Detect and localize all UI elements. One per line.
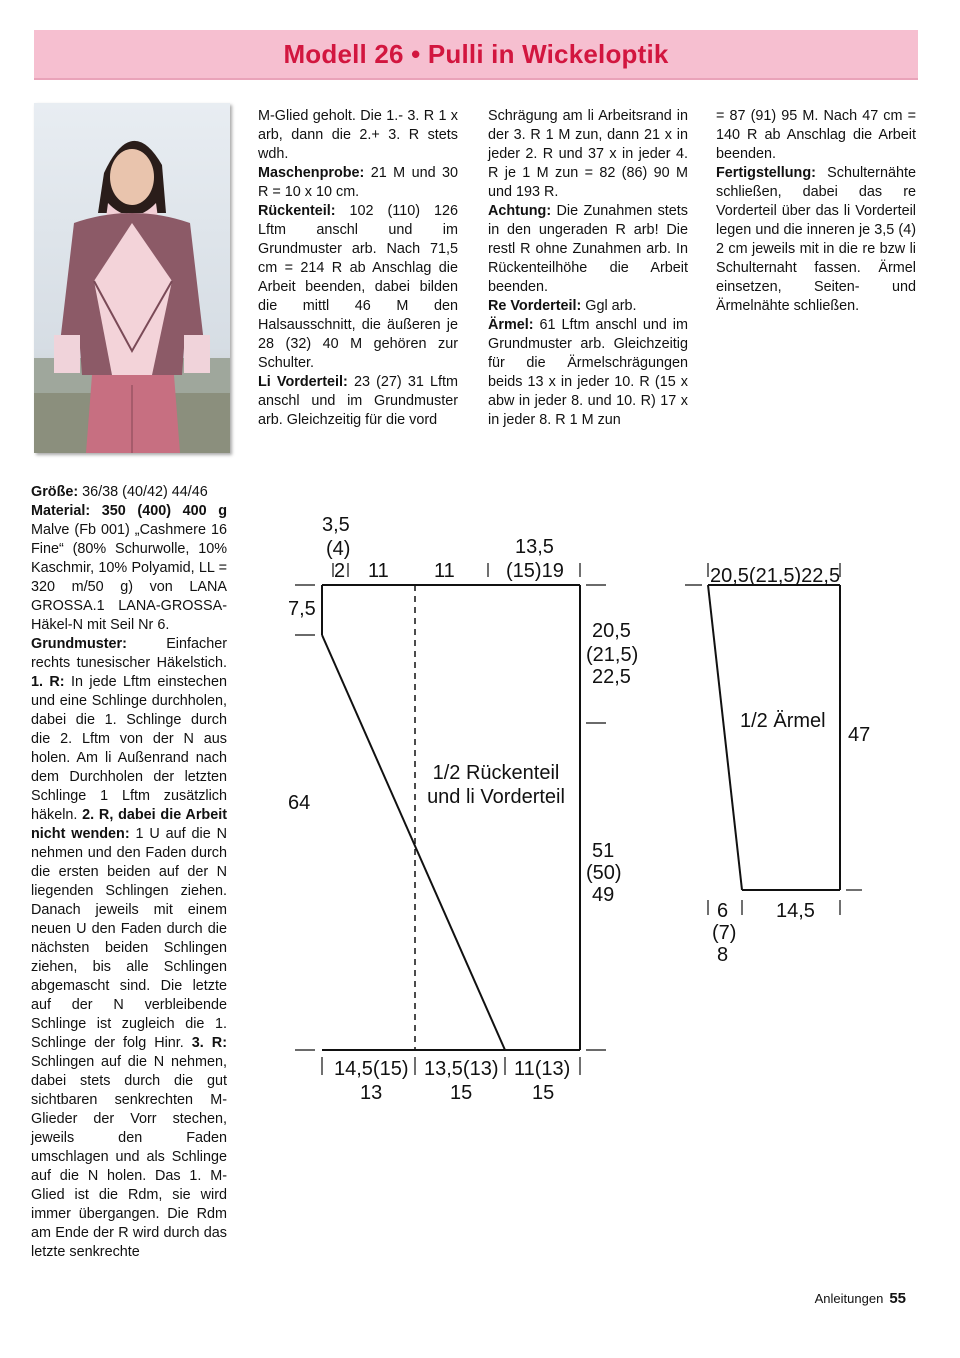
term-label: Maschenprobe: — [258, 165, 365, 181]
m-armhole-1: 20,5 — [592, 620, 631, 642]
term-label: Fertigstellung: — [716, 165, 816, 181]
s-top: 20,5(21,5)22,5 — [710, 565, 841, 587]
instruction-text: Die Zunahmen stets in den ungeraden R arb! Die restl R ohne Zunahmen arb. In Rückenteilhöhe die Arbeit beenden. — [488, 203, 688, 295]
s-height: 47 — [848, 724, 871, 746]
term-label: Größe: — [31, 484, 79, 500]
instruction-text: Schrägung am li Arbeitsrand in der 3. R 1 M zun, dann 21 x in jeder 2. R und 37 x in jeder 4. R je 1 M zun = 82 (86) 90 M und 193 R. — [488, 108, 688, 200]
m-top-right-1: 13,5 — [515, 536, 554, 558]
instruction-text: 102 (110) 126 Lftm anschl und im Grundmuster arb. Nach 71,5 cm = 214 R ab Anschlag die Arbeit beenden, dabei bilden die mittl 46 M den Halsausschnitt, die äußeren je 28 (32) 40 M gehören zur Schulter. — [258, 203, 458, 371]
paragraph — [488, 107, 688, 202]
s-bottom-width: 14,5 — [776, 900, 815, 922]
m-armhole-2: (21,5) — [586, 644, 639, 666]
term-label: Li Vorderteil: — [258, 374, 348, 390]
paragraph — [488, 316, 688, 430]
instruction-text: 1 U auf die N nehmen und den Faden durch die ersten beiden auf der N liegenden Schlingen ziehen. Danach jeweils mit einem neuen U den Faden durch die nächsten beiden Schlingen ziehen, bis alle Schlingen abgemascht sind. Die letzte auf der N verbleibende Schlinge ist zugleich die 1. Schlinge der folg Hinr. — [31, 826, 227, 1051]
m-top-left-1: 3,5 — [322, 514, 350, 536]
m-side-2: (50) — [586, 862, 622, 884]
instruction-text: = 87 (91) 95 M. Nach 47 cm = 140 R ab Anschlag die Arbeit beenden. — [716, 108, 916, 162]
paragraph — [31, 502, 227, 635]
paragraph — [716, 107, 916, 164]
body-label-2: und li Vorderteil — [427, 786, 565, 808]
title-banner — [34, 30, 918, 80]
term-label: Re Vorderteil: — [488, 298, 582, 314]
term-label: Rückenteil: — [258, 203, 336, 219]
instruction-text: 61 Lftm anschl und im Grundmuster arb. Gleichzeitig für die Ärmelschrägungen beids 13 x in jeder 10. R (15 x abw in jeder 8. und 10. R) 17 x in jeder 8. R 1 M zun — [488, 317, 688, 428]
instruction-text: 21 M und 30 R = 10 x 10 cm. — [258, 165, 458, 200]
term-label: Grundmuster: — [31, 636, 127, 652]
instruction-text: 36/38 (40/42) 44/46 — [78, 484, 208, 500]
m-bottom-3b: 15 — [532, 1082, 555, 1104]
s-bottom-1: 6 — [717, 900, 729, 922]
model-photo — [34, 103, 230, 453]
term-label: Material: 350 (400) 400 g — [31, 503, 227, 519]
paragraph — [258, 202, 458, 373]
instruction-text: Malve (Fb 001) „Cashmere 16 Fine“ (80% Schurwolle, 10% Kaschmir, 10% Polyamid, LL = 320 m/50 g) von LANA GROSSA. — [31, 522, 227, 614]
pattern-schematic — [240, 505, 960, 1125]
instruction-text: Ggl arb. — [581, 298, 637, 314]
footer-label: Anleitungen — [814, 1291, 884, 1306]
page-title: Modell 26 • Pulli in Wickeloptik — [283, 38, 669, 69]
m-top-right-2: (15)19 — [506, 560, 564, 582]
instruction-text: Schlingen auf die N nehmen, dabei stets durch die gut sichtbaren senkrechten M-Glieder der Vorr stechen, jeweils den Faden umschlagen und als Schlinge auf die N holen. Das 1. M-Glied ist die Rdm, sie wird immer übergangen. Die Rdm am Ende der R wird durch das letzte senkrechte — [31, 1054, 227, 1260]
m-bottom-3a: 11(13) — [514, 1058, 571, 1080]
paragraph — [258, 107, 458, 164]
page-footer — [815, 1290, 906, 1307]
instructions-column-3 — [716, 107, 916, 316]
instruction-text: M-Glied geholt. Die 1.- 3. R 1 x arb, dann die 2.+ 3. R stets wdh. — [258, 108, 458, 162]
m-side-1: 51 — [592, 840, 615, 862]
m-armhole-3: 22,5 — [592, 666, 631, 688]
term-label: 3. R: — [191, 1035, 227, 1051]
paragraph — [258, 164, 458, 202]
paragraph — [716, 164, 916, 316]
m-shoulder: 7,5 — [288, 598, 316, 620]
term-label: 2. R, dabei die Arbeit nicht wenden: — [31, 807, 228, 842]
term-label: Achtung: — [488, 203, 552, 219]
paragraph — [488, 297, 688, 316]
instruction-text: 1 LANA-GROSSA-Häkel-N mit Seil Nr 6. — [31, 598, 227, 633]
instruction-text: 23 (27) 31 Lftm anschl und im Grundmuster arb. Gleichzeitig für die vord — [258, 374, 459, 428]
paragraph — [31, 635, 227, 1262]
term-label: Ärmel: — [488, 317, 534, 333]
sleeve-label: 1/2 Ärmel — [740, 710, 826, 732]
paragraph — [488, 202, 688, 297]
m-top-11b: 11 — [434, 560, 455, 582]
instruction-text: In jede Lftm einstechen und eine Schlinge durchholen, dabei die 1. Schlinge durch die 2. Lftm von der N aus holen. Am li Außenrand nach dem Durchholen der letzten Schlinge 1 Lftm zusätzlich häkeln. — [31, 674, 228, 823]
m-top-left-3: 2 — [334, 560, 346, 582]
instructions-left-column — [31, 483, 227, 1262]
paragraph — [258, 373, 458, 430]
s-bottom-2: (7) — [712, 922, 737, 944]
m-top-left-2: (4) — [326, 538, 351, 560]
m-bottom-2a: 13,5(13) — [424, 1058, 499, 1080]
paragraph — [31, 483, 227, 502]
body-label-1: 1/2 Rückenteil — [432, 762, 560, 784]
m-bottom-1b: 13 — [360, 1082, 383, 1104]
s-bottom-3: 8 — [717, 944, 729, 966]
page-number: 55 — [889, 1290, 906, 1307]
m-top-11a: 11 — [368, 560, 389, 582]
m-left-height: 64 — [288, 792, 311, 814]
instructions-column-2 — [488, 107, 688, 430]
m-bottom-1a: 14,5(15) — [334, 1058, 409, 1080]
term-label: 1. R: — [31, 674, 65, 690]
instruction-text: Einfacher rechts tunesischer Häkelstich. — [31, 636, 227, 671]
instructions-column-1 — [258, 107, 458, 430]
m-side-3: 49 — [592, 884, 615, 906]
m-bottom-2b: 15 — [450, 1082, 473, 1104]
instruction-text: Schulternähte schließen, dabei das re Vorderteil über das li Vorderteil legen und die inneren je 3,5 (4) 2 cm jeweils mit in die re bzw li Schulternaht fassen. Ärmel einsetzen, Seiten- und Ärmelnähte schließen. — [716, 165, 916, 314]
